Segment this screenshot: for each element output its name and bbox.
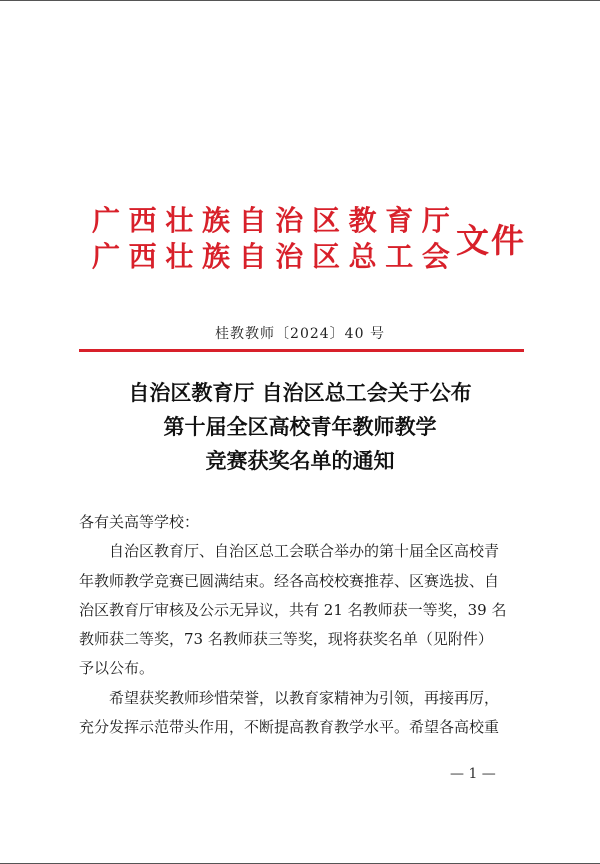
salutation: 各有关高等学校： (79, 513, 200, 531)
paragraph-line: 年教师教学竞赛已圆满结束。经各高校校赛推荐、区赛选拔、自 (79, 571, 500, 590)
issuing-authorities (92, 206, 532, 278)
paragraph-line: 教师获二等奖，73 名教师获三等奖，现将获奖名单（见附件） (79, 630, 493, 649)
paragraph-announcement (79, 537, 527, 683)
paragraph-line: 希望获奖教师珍惜荣誉，以教育家精神为引领，再接再厉， (109, 688, 500, 707)
document-number: 桂教教师〔2024〕40 号 (215, 326, 385, 342)
paragraph-line: 治区教育厅审核及公示无异议，共有 21 名教师获一等奖，39 名 (79, 600, 507, 619)
issuer-trade-union: 广 西 壮 族 自 治 区 总 工 会 (92, 240, 450, 273)
document-type-label: 文件 (456, 221, 526, 260)
paragraph-line: 充分发挥示范带头作用，不断提高教育教学水平。希望各高校重 (79, 718, 500, 737)
document-title (0, 376, 600, 478)
paragraph-line: 自治区教育厅、自治区总工会联合举办的第十届全区高校青 (109, 542, 500, 561)
paragraph-line: 予以公布。 (79, 659, 155, 678)
issuer-education-department: 广 西 壮 族 自 治 区 教 育 厅 (92, 204, 450, 237)
paragraph-expectations (79, 684, 527, 743)
title-line: 第十届全区高校青年教师教学 (163, 414, 437, 439)
page-number: — 1 — (450, 766, 496, 782)
document-body (79, 508, 527, 742)
red-separator-line (79, 349, 524, 352)
title-line: 竞赛获奖名单的通知 (205, 448, 395, 473)
title-line: 自治区教育厅 自治区总工会关于公布 (128, 380, 472, 405)
